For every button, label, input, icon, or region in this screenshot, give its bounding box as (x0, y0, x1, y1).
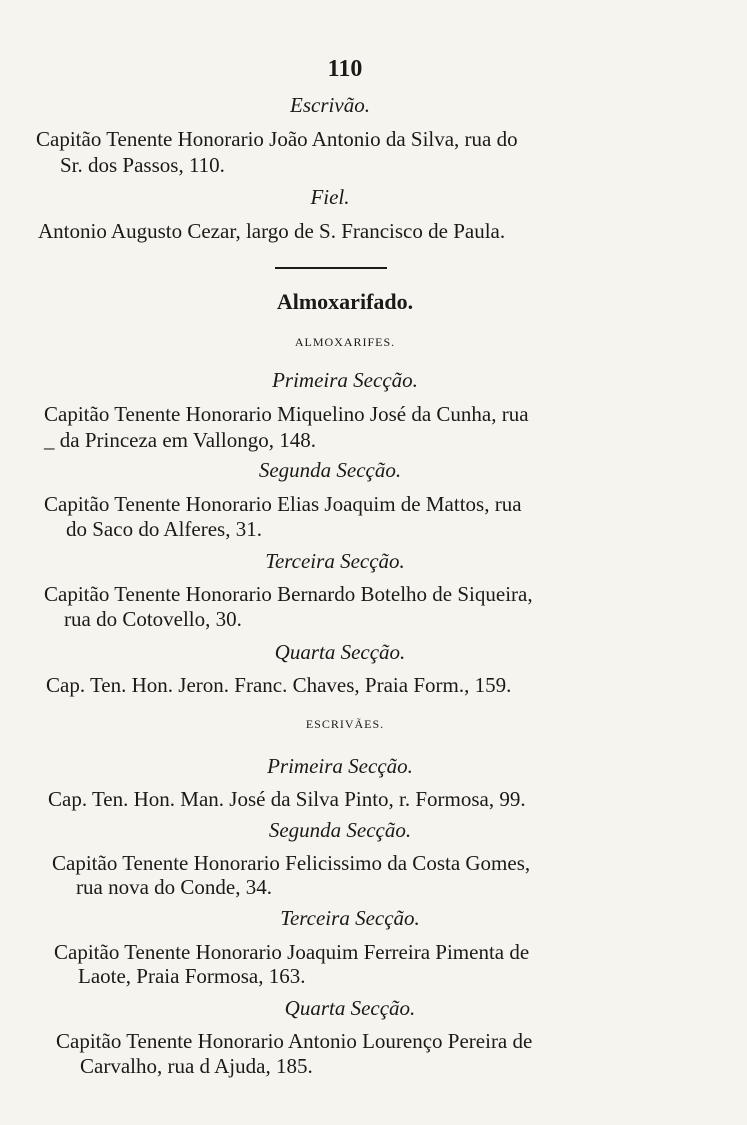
escrivao-3-line-1: Capitão Tenente Honorario Joaquim Ferreira Pimenta de (54, 940, 530, 964)
escrivao-2-heading: Segunda Secção. (268, 818, 412, 842)
almoxarife-1-line-2 (44, 428, 316, 453)
almoxarife-3-line-2: rua do Cotovello, 30. (64, 607, 242, 631)
almoxarifado-title: Almoxarifado. (276, 289, 414, 314)
escrivao-3-line-2: Laote, Praia Formosa, 163. (78, 964, 306, 988)
almoxarife-2-line-1: Capitão Tenente Honorario Elias Joaquim de Mattos, rua (44, 492, 522, 516)
escrivaes-subtitle: ESCRIVÃES. (305, 717, 385, 731)
escrivao-line-1: Capitão Tenente Honorario João Antonio da Silva, rua do (36, 127, 518, 151)
escrivao-1-line-1: Cap. Ten. Hon. Man. José da Silva Pinto, r. Formosa, 99. (48, 787, 526, 811)
escrivao-4-line-2: Carvalho, rua d Ajuda, 185. (80, 1054, 313, 1078)
escrivao-1-heading: Primeira Secção. (267, 754, 413, 778)
almoxarife-4-heading: Quarta Secção. (274, 640, 406, 664)
almoxarife-3-heading: Terceira Secção. (265, 549, 405, 573)
almoxarife-3-line-1: Capitão Tenente Honorario Bernardo Botelho de Siqueira, (44, 582, 533, 606)
almoxarife-2-heading: Segunda Secção. (258, 458, 402, 482)
escrivao-3-heading: Terceira Secção. (280, 906, 420, 930)
section-divider (275, 267, 387, 269)
leading-dash: _ (44, 428, 60, 452)
page-number: 110 (327, 56, 363, 82)
escrivao-4-line-1: Capitão Tenente Honorario Antonio Lourenço Pereira de (56, 1029, 533, 1053)
escrivao-4-heading: Quarta Secção. (284, 996, 416, 1020)
almoxarife-1-line-2-text: da Princeza em Vallongo, 148. (59, 428, 316, 452)
escrivao-line-2: Sr. dos Passos, 110. (60, 153, 225, 177)
almoxarife-1-heading: Primeira Secção. (272, 368, 418, 392)
fiel-line-1: Antonio Augusto Cezar, largo de S. Francisco de Paula. (38, 219, 506, 243)
almoxarife-2-line-2: do Saco do Alferes, 31. (66, 517, 262, 541)
almoxarifes-subtitle: ALMOXARIFES. (294, 335, 396, 349)
heading-fiel: Fiel. (310, 185, 350, 209)
almoxarife-4-line-1: Cap. Ten. Hon. Jeron. Franc. Chaves, Praia Form., 159. (46, 673, 512, 697)
almoxarife-1-line-1: Capitão Tenente Honorario Miquelino José da Cunha, rua (44, 402, 529, 426)
escrivao-2-line-1: Capitão Tenente Honorario Felicissimo da Costa Gomes, (52, 851, 531, 875)
heading-escrivao: Escrivão. (290, 93, 370, 117)
escrivao-2-line-2: rua nova do Conde, 34. (76, 875, 272, 899)
